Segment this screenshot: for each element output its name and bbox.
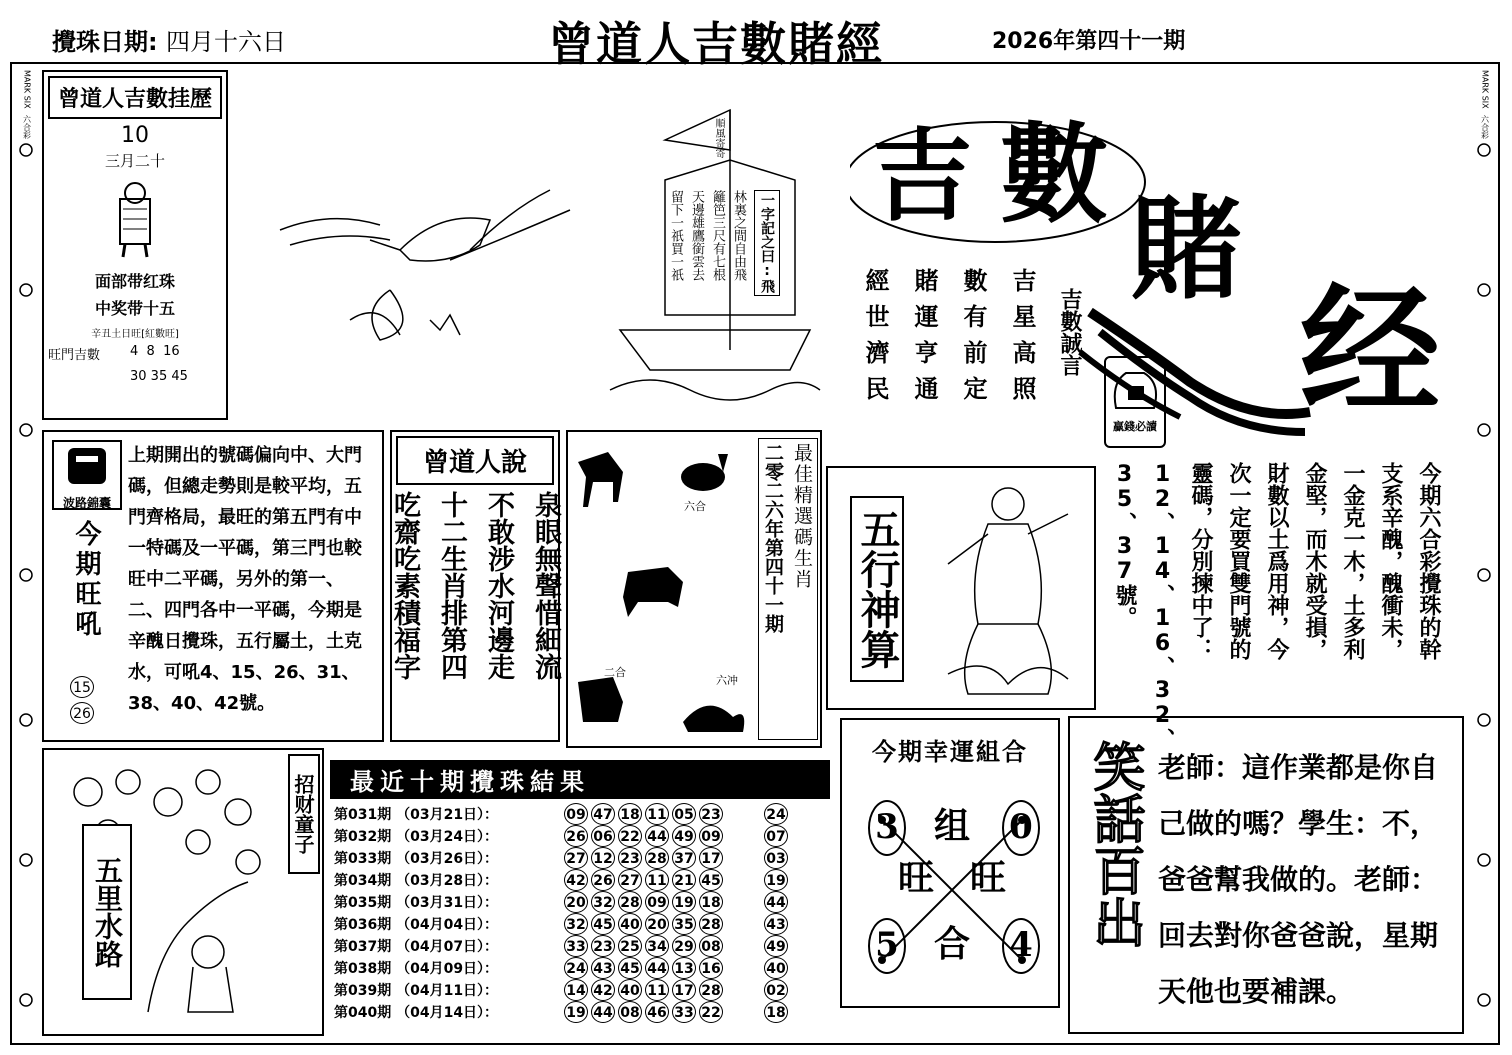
ball-number: 21 [672,869,696,891]
analysis-col-5: 財數以土爲用神，今 [1264,462,1289,660]
five-elements-title: 五行神算 [850,496,904,682]
ball-number: 37 [672,847,696,869]
special-number: 40 [764,957,788,979]
ball-number: 19 [564,1001,588,1023]
money-bag-icon [1106,358,1164,418]
table-row [330,803,830,825]
ball-number: 25 [618,935,642,957]
analysis-col-8: 12、14、16、32、 [1150,462,1175,750]
joke-line-1: 老師：這作業都是你自 [1158,751,1439,784]
calendar-line1: 面部带红珠 [94,272,175,291]
analysis-col-3: 一金克一木，土多利 [1340,462,1365,660]
ball-number: 45 [699,869,723,891]
table-row [330,935,830,957]
ball-number: 28 [699,913,723,935]
special-number: 03 [764,847,788,869]
sail-poem-line2: 籬笆三尺有七根 [710,190,725,281]
joke-line-4: 回去對你爸爸說，星期 [1158,919,1439,952]
zodiac-animals-image [568,432,758,744]
zodiac-box [566,430,822,748]
ball-number: 11 [645,869,669,891]
border-brand: MARK SIX [22,70,32,109]
sail-poem-line1: 林裏之間自由飛 [731,190,746,281]
ball-number: 27 [564,847,588,869]
ball-number: 11 [645,803,669,825]
combo-num-2: 0 [1002,800,1040,856]
forecast-num-1: 15 [70,676,94,698]
draw-numbers [564,825,726,847]
bird-branch-image [250,170,580,410]
banner-char-3: 賭 [1130,184,1242,315]
ball-number: 44 [591,1001,615,1023]
draw-numbers [564,803,726,825]
draw-period-label: 第031期 （03月21日）： [334,807,499,823]
rich-child-box [42,748,324,1036]
ball-number: 09 [645,891,669,913]
ball-number: 40 [618,979,642,1001]
ball-number: 18 [699,891,723,913]
brocade-bag-icon [54,442,120,490]
calendar-day: 10 [121,123,149,148]
border-mark-right: 六合彩 [1480,114,1490,139]
combo-num-1: 3 [868,800,906,856]
ball-number: 14 [564,979,588,1001]
ball-number: 42 [564,869,588,891]
sail-poem [666,190,780,296]
ball-number: 33 [564,935,588,957]
analysis-col-6: 次一定要買雙門號的 [1226,462,1251,660]
ball-number: 09 [699,825,723,847]
ball-number: 46 [645,1001,669,1023]
joke-line-2: 己做的嗎？學生：不， [1158,807,1439,840]
calendar-title: 曾道人吉數挂歷 [48,76,222,119]
ball-number: 40 [618,913,642,935]
sail-flag-text: 順風寄寄 [713,118,724,158]
table-row [330,913,830,935]
forecast-body: 上期開出的號碼偏向中、大門碼，但總走勢則是較平均，五門齊格局，最旺的第五門有中一特碼及一平碼，第三門也較旺中二平碼，另外的第一、二、四門各中一平碼，今期是辛醜日攪珠，五行屬土，土克水，可吼4、15、26、31、38、40、42號。 [128,445,362,714]
analysis-block [1108,462,1444,750]
ball-number: 19 [672,891,696,913]
ball-number: 44 [645,825,669,847]
combo-num-4: 4 [1002,918,1040,974]
saying-col-2: 不敢涉水河邊走 [483,491,514,680]
draw-numbers [564,935,726,957]
banner-char-4: 经 [1300,270,1441,434]
ball-number: 22 [618,825,642,847]
five-li-water-road: 五里水路 [82,824,132,1000]
ball-number: 08 [699,935,723,957]
forecast-box [42,430,384,742]
special-number: 18 [764,1001,788,1023]
joke-line-3: 爸爸幫我做的。老師： [1158,863,1439,896]
win-badge [1104,356,1166,448]
draw-period-label: 第039期 （04月11日）： [334,983,499,999]
draw-period-label: 第038期 （04月09日）： [334,961,499,977]
draw-numbers [564,891,726,913]
draw-numbers [564,979,726,1001]
calendar-small: 辛丑土日旺[紅數旺] [91,329,179,340]
calendar-line2: 中奖带十五 [94,299,175,318]
ball-number: 45 [618,957,642,979]
draw-numbers [564,847,726,869]
deity-figure-image [928,474,1088,704]
analysis-col-1: 今期六合彩攪珠的幹 [1416,462,1441,660]
table-row [330,891,830,913]
ball-number: 44 [645,957,669,979]
special-number: 44 [764,891,788,913]
ball-number: 12 [591,847,615,869]
poem-col-2: 數有前定 [959,268,987,412]
lucky-label: 旺門吉數 [48,348,101,363]
history-title: 最近十期攪珠結果 [330,760,830,799]
draw-date-label: 攪珠日期: [52,28,158,56]
draw-period-label: 第032期 （03月24日）： [334,829,499,845]
poem-col-3: 賭運亨通 [910,268,938,412]
ball-number: 20 [564,891,588,913]
combo-char-right: 旺 [970,858,1007,899]
zodiac-side-title: 最佳精選碼生肖 [791,443,813,590]
ball-number: 18 [618,803,642,825]
joke-line-5: 天他也要補課。 [1158,975,1355,1008]
ball-number: 28 [699,979,723,1001]
sail-poem-line3: 天邊雄鷹銜雲去 [689,190,704,281]
five-elements-box [826,466,1096,710]
special-number: 02 [764,979,788,1001]
ball-number: 08 [618,1001,642,1023]
border-brand-right: MARK SIX [1480,70,1490,109]
draw-period-label: 第034期 （03月28日）： [334,873,499,889]
rich-child-label: 招财童子 [288,754,320,874]
lucky-combo-title: 今期幸運組合 [872,738,1028,766]
table-row [330,957,830,979]
tiger-image [105,179,165,259]
combo-char-left: 旺 [898,858,935,899]
ball-number: 09 [564,803,588,825]
ball-number: 29 [672,935,696,957]
table-row [330,847,830,869]
issue-number: 2026年第四十一期 [992,29,1186,54]
forecast-logo-label: 波路錦囊 [62,496,111,510]
ball-number: 45 [591,913,615,935]
calendar-lunar-date: 三月二十 [104,152,165,170]
sail-poem-line4: 留下一祇買一祇 [668,190,683,281]
ball-number: 13 [672,957,696,979]
table-row [330,1001,830,1023]
sail-poem-header: 一字記之曰:飛 [754,190,780,296]
lucky-row2: 30 35 45 [130,369,188,384]
ball-number: 42 [591,979,615,1001]
combo-num-3: 5 [868,918,906,974]
special-number: 19 [764,869,788,891]
forecast-num-2: 26 [70,702,94,724]
ball-number: 33 [672,1001,696,1023]
ball-number: 49 [672,825,696,847]
zodiac-label-1: 六合 [684,500,706,513]
lucky-combo-box [840,718,1060,1008]
lucky-row1: 4 8 16 [130,344,180,359]
ball-number: 43 [591,957,615,979]
ball-number: 17 [672,979,696,1001]
table-row [330,979,830,1001]
draw-numbers [564,957,726,979]
ball-number: 34 [645,935,669,957]
border-mark: 六合彩 [22,114,32,139]
analysis-col-4: 金堅，而木就受損， [1302,462,1327,660]
ball-number: 28 [645,847,669,869]
draw-period-label: 第040期 （04月14日）： [334,1005,499,1021]
draw-period-label: 第035期 （03月31日）： [334,895,499,911]
table-row [330,825,830,847]
ball-number: 27 [618,869,642,891]
zodiac-side-sub: 二零二六年第四十一期 [762,443,784,633]
ball-number: 23 [591,935,615,957]
ball-number: 23 [699,803,723,825]
joke-box [1068,716,1464,1034]
saying-col-3: 十二生肖排第四 [436,491,467,680]
poem-col-4: 經世濟民 [861,268,889,412]
ball-number: 20 [645,913,669,935]
ball-number: 26 [591,869,615,891]
ball-number: 26 [564,825,588,847]
win-badge-label: 贏錢必讀 [1113,420,1157,433]
saying-col-1: 泉眼無聲惜細流 [530,491,561,680]
draw-date-value: 四月十六日 [165,28,286,56]
calendar-box [42,70,228,420]
ball-number: 23 [618,847,642,869]
forecast-side-nums [70,676,97,724]
ball-number: 32 [591,891,615,913]
draw-numbers [564,869,726,891]
poem-col-1: 吉星高照 [1008,268,1036,412]
draw-period-label: 第033期 （03月26日）： [334,851,499,867]
draw-numbers [564,913,726,935]
zodiac-label-2: 二合 [604,666,626,679]
ball-number: 16 [699,957,723,979]
saying-box [390,430,560,742]
table-row [330,869,830,891]
draw-period-label: 第037期 （04月07日）： [334,939,499,955]
analysis-col-7: 靈碼，分別揀中了： [1188,462,1213,660]
saying-cols [389,491,561,680]
ball-number: 47 [591,803,615,825]
ball-number: 28 [618,891,642,913]
special-number: 24 [764,803,788,825]
joke-body [1158,740,1458,1020]
poem-block [858,268,1085,412]
ball-number: 11 [645,979,669,1001]
history-table [330,760,830,1023]
zodiac-side-panel [758,438,818,740]
zodiac-side-cols [759,439,817,633]
saying-col-4: 吃齋吃素積福字 [389,491,420,680]
combo-char-bottom: 合 [934,924,971,965]
combo-char-top: 组 [934,806,971,847]
history-rows [330,803,830,1023]
page-title: 曾道人吉數賭經 [548,17,884,71]
ball-number: 35 [672,913,696,935]
special-number: 49 [764,935,788,957]
special-number: 43 [764,913,788,935]
ball-number: 32 [564,913,588,935]
zodiac-label-3: 六冲 [716,674,738,687]
banner-char-1: 吉 [872,117,972,235]
analysis-col-9: 35、37號。 [1112,462,1137,628]
banner-char-2: 數 [1000,112,1109,238]
draw-numbers [564,1001,726,1023]
joke-title: 笑話百出 [1084,740,1144,948]
ball-number: 22 [699,1001,723,1023]
special-number: 07 [764,825,788,847]
forecast-logo [52,440,122,510]
ball-number: 05 [672,803,696,825]
forecast-side-title: 今期旺吼 [71,520,101,640]
ball-number: 17 [699,847,723,869]
ball-number: 06 [591,825,615,847]
analysis-col-2: 支系辛醜，醜衝未， [1378,462,1403,660]
poem-title: 吉數誠言 [1057,288,1082,376]
draw-period-label: 第036期 （04月04日）： [334,917,499,933]
ball-number: 24 [564,957,588,979]
saying-title: 曾道人說 [396,436,554,485]
